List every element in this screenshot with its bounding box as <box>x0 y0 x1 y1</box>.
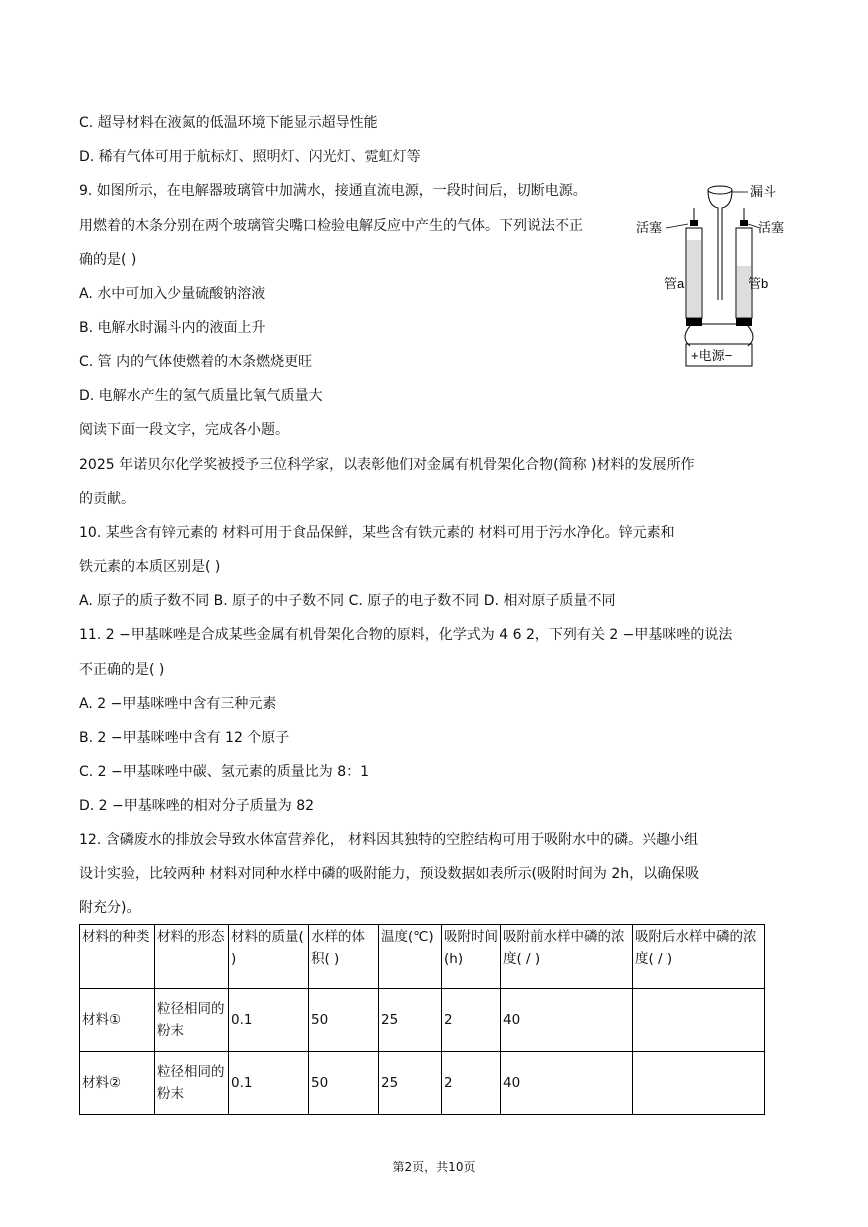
text-line: 附充分)。 <box>79 900 141 916</box>
page-footer: 第2页，共10页 <box>392 1160 476 1174</box>
table-cell: 材料② <box>80 1052 155 1115</box>
text-line: 铁元素的本质区别是( ) <box>79 559 221 575</box>
text-line: 的贡献。 <box>79 491 135 507</box>
text-line: A. 原子的质子数不同 B. 原子的中子数不同 C. 原子的电子数不同 D. 相对原子质量不同 <box>79 593 616 609</box>
header-cell: 温度(℃) <box>379 925 442 989</box>
table-cell <box>633 989 765 1052</box>
header-cell: 材料的种类 <box>80 925 155 989</box>
table-cell: 40 <box>501 989 633 1052</box>
text-line: 确的是( ) <box>79 252 137 268</box>
text-line: 不正确的是( ) <box>79 662 165 678</box>
table-cell: 25 <box>379 1052 442 1115</box>
text-line: 2025 年诺贝尔化学奖被授予三位科学家，以表彰他们对金属有机骨架化合物(简称 )材料的发展所作 <box>79 457 695 473</box>
text-line: 12. 含磷废水的排放会导致水体富营养化， 材料因其独特的空腔结构可用于吸附水中的磷。兴趣小组 <box>79 832 699 848</box>
text-line: C. 管 内的气体使燃着的木条燃烧更旺 <box>79 354 313 370</box>
text-line: D. 稀有气体可用于航标灯、照明灯、闪光灯、霓虹灯等 <box>79 149 421 165</box>
stopcock-left-label: 活塞 <box>636 220 663 235</box>
text-line: B. 电解水时漏斗内的液面上升 <box>79 320 266 336</box>
table-cell: 粒径相同的粉末 <box>155 989 229 1052</box>
header-cell: 材料的形态 <box>155 925 229 989</box>
text-line: 阅读下面一段文字，完成各小题。 <box>79 422 289 438</box>
text-line: C. 超导材料在液氮的低温环境下能显示超导性能 <box>79 115 378 131</box>
tube-a-label: 管a <box>664 276 685 291</box>
table-cell: 材料① <box>80 989 155 1052</box>
table-row <box>80 989 765 1052</box>
table-cell: 2 <box>442 989 501 1052</box>
header-cell: 吸附前水样中磷的浓度( / ) <box>501 925 633 989</box>
table-header-row <box>80 925 765 989</box>
adsorption-data-table <box>79 924 765 1115</box>
text-line: C. 2 −甲基咪唑中碳、氢元素的质量比为 8：1 <box>79 764 370 780</box>
header-cell: 吸附时间(h) <box>442 925 501 989</box>
text-line: 11. 2 −甲基咪唑是合成某些金属有机骨架化合物的原料，化学式为 4 6 2，下列有关 2 −甲基咪唑的说法 <box>79 627 733 643</box>
text-line: 用燃着的木条分别在两个玻璃管尖嘴口检验电解反应中产生的气体。下列说法不正 <box>79 218 583 234</box>
header-cell: 材料的质量( ) <box>229 925 309 989</box>
table-cell: 0.1 <box>229 989 309 1052</box>
table-cell: 25 <box>379 989 442 1052</box>
text-line: D. 2 −甲基咪唑的相对分子质量为 82 <box>79 798 315 814</box>
table-cell: 40 <box>501 1052 633 1115</box>
text-line: A. 2 −甲基咪唑中含有三种元素 <box>79 696 277 712</box>
text-line: D. 电解水产生的氢气质量比氧气质量大 <box>79 388 323 404</box>
power-supply-label: +电源− <box>691 348 733 363</box>
table-cell: 粒径相同的粉末 <box>155 1052 229 1115</box>
electrolysis-apparatus-figure <box>636 180 796 380</box>
text-line: B. 2 −甲基咪唑中含有 12 个原子 <box>79 730 290 746</box>
text-line: A. 水中可加入少量硫酸钠溶液 <box>79 286 266 302</box>
table-cell: 2 <box>442 1052 501 1115</box>
funnel-label: 漏斗 <box>750 184 777 199</box>
tube-b-label: 管b <box>748 276 769 291</box>
text-line: 设计实验，比较两种 材料对同种水样中磷的吸附能力，预设数据如表所示(吸附时间为 2h，以确保吸 <box>79 866 700 882</box>
text-line: 9. 如图所示，在电解器玻璃管中加满水，接通直流电源，一段时间后，切断电源。 <box>79 183 587 199</box>
header-cell: 吸附后水样中磷的浓度( / ) <box>633 925 765 989</box>
header-cell: 水样的体积( ) <box>309 925 379 989</box>
table-cell: 50 <box>309 1052 379 1115</box>
stopcock-right-label: 活塞 <box>758 220 785 235</box>
table-cell: 50 <box>309 989 379 1052</box>
table-cell: 0.1 <box>229 1052 309 1115</box>
text-line: 10. 某些含有锌元素的 材料可用于食品保鲜，某些含有铁元素的 材料可用于污水净化。锌元素和 <box>79 525 675 541</box>
table-cell <box>633 1052 765 1115</box>
table-row <box>80 1052 765 1115</box>
